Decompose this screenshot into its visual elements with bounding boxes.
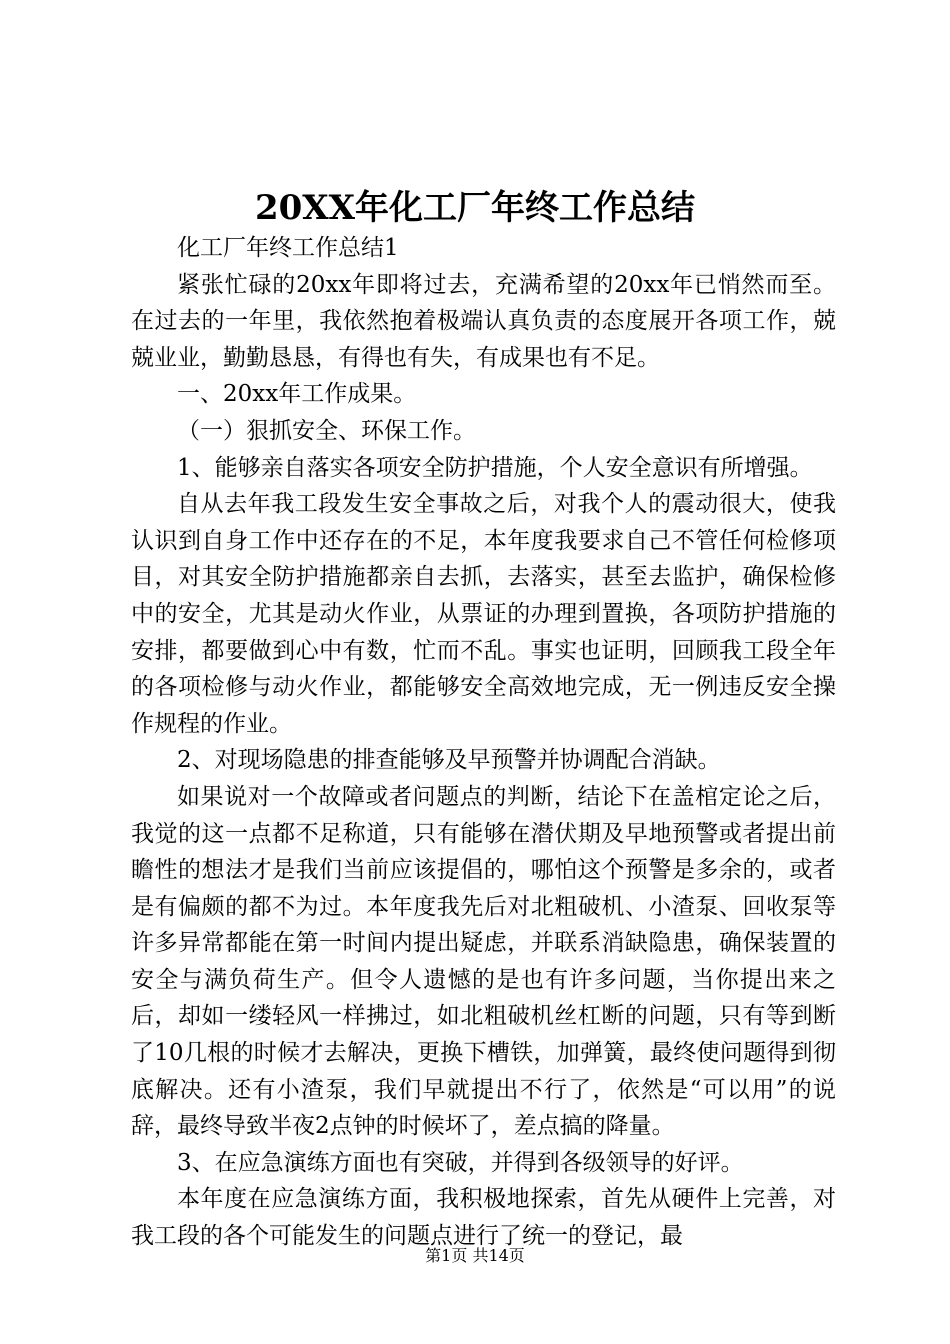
body-paragraph: 紧张忙碌的20xx年即将过去，充满希望的20xx年已悄然而至。在过去的一年里，我依然抱着极端认真负责的态度展开各项工作，兢兢业业，勤勤恳恳，有得也有失，有成果也有不足。 bbox=[131, 271, 836, 371]
document-body bbox=[131, 230, 836, 1255]
section-heading: 化工厂年终工作总结1 bbox=[177, 235, 399, 261]
document-title: 20XX年化工厂年终工作总结 bbox=[254, 188, 696, 228]
body-paragraph: 本年度在应急演练方面，我积极地探索，首先从硬件上完善，对我工段的各个可能发生的问题点进行了统一的登记，最 bbox=[131, 1186, 836, 1250]
body-paragraph: 自从去年我工段发生安全事故之后，对我个人的震动很大，使我认识到自身工作中还存在的不足，本年度我要求自己不管任何检修项目，对其安全防护措施都亲自去抓，去落实，甚至去监护，确保检修中的安全，尤其是动火作业，从票证的办理到置换，各项防护措施的安排，都要做到心中有数，忙而不乱。事实也证明，回顾我工段全年的各项检修与动火作业，都能够安全高效地完成，无一例违反安全操作规程的作业。 bbox=[131, 491, 836, 737]
item-heading: 1、能够亲自落实各项安全防护措施，个人安全意识有所增强。 bbox=[177, 454, 813, 481]
section-heading: 一、20xx年工作成果。 bbox=[177, 381, 417, 408]
item-heading: 2、对现场隐患的排查能够及早预警并协调配合消缺。 bbox=[177, 747, 721, 774]
item-heading: 3、在应急演练方面也有突破，并得到各级领导的好评。 bbox=[177, 1149, 744, 1176]
body-paragraph: 如果说对一个故障或者问题点的判断，结论下在盖棺定论之后，我觉的这一点都不足称道，只有能够在潜伏期及早地预警或者提出前瞻性的想法才是我们当前应该提倡的，哪怕这个预警是多余的，或者是有偏颇的都不为过。本年度我先后对北粗破机、小渣泵、回收泵等许多异常都能在第一时间内提出疑虑，并联系消缺隐患，确保装置的安全与满负荷生产。但令人遗憾的是也有许多问题，当你提出来之后，却如一缕轻风一样拂过，如北粗破机丝杠断的问题，只有等到断了10几根的时候才去解决，更换下槽铁，加弹簧，最终使问题得到彻底解决。还有小渣泵，我们早就提出不行了，依然是“可以用”的说辞，最终导致半夜2点钟的时候坏了，差点搞的降量。 bbox=[131, 783, 836, 1140]
section-heading: （一）狠抓安全、环保工作。 bbox=[177, 417, 476, 444]
page-footer: 第1页 共14页 bbox=[425, 1246, 525, 1265]
